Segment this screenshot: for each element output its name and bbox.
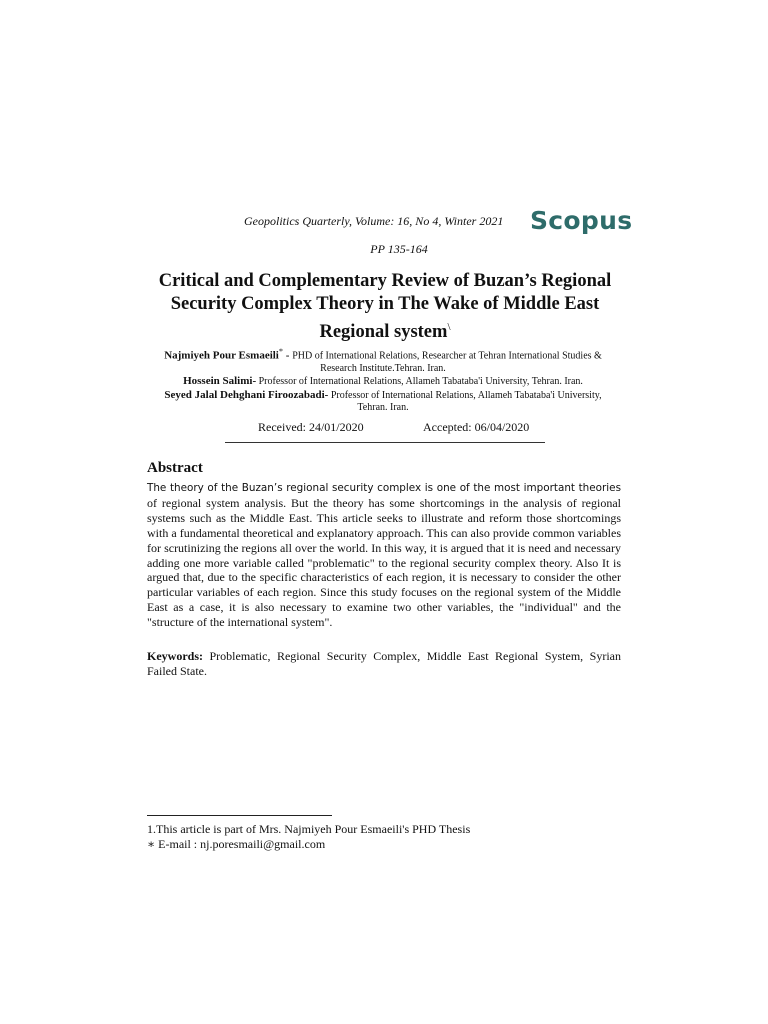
title-line-3-text: Regional system xyxy=(319,322,448,343)
abstract-heading: Abstract xyxy=(147,460,203,476)
dates-divider xyxy=(225,442,545,443)
scopus-logo: Scopus xyxy=(530,206,633,235)
author-3-affiliation: Professor of International Relations, Allameh Tabataba'i University, xyxy=(328,389,602,401)
footnote-1: 1.This article is part of Mrs. Najmiyeh Pour Esmaeili's PHD Thesis xyxy=(147,822,471,836)
author-2 xyxy=(148,375,618,389)
footnote-divider xyxy=(147,815,332,816)
author-3-name: Seyed Jalal Dehghani Firoozabadi- xyxy=(164,388,329,401)
article-title xyxy=(145,270,625,344)
footnote-2: ∗ E-mail : nj.poresmaili@gmail.com xyxy=(147,837,326,851)
abstract-body: of regional system analysis. But the theory has some shortcomings in the analysis of regional systems such as the Middle East. This article seeks to illustrate and reform those shortcomings with a fundamental theoretical and explanatory approach. This can also provide common variables for scrutinizing the regions all over the world. In this way, it is argued that it is need and necessary adding one more variable called "problematic" to the regional security complex theory. Also It is argued that, due to the specific characteristics of each region, it is necessary to consider the other particular variables of each region. Since this study focuses on the regional system of the Middle East as a case, it is also necessary to examine two other variables, the "individual" and the "structure of the international system". xyxy=(147,495,621,630)
author-1-affiliation: PHD of International Relations, Researcher at Tehran International Studies & xyxy=(292,350,602,362)
author-1-mark: * xyxy=(278,347,284,356)
author-2-affiliation: Professor of International Relations, Allameh Tabataba'i University, Tehran. Iran. xyxy=(256,376,583,388)
title-line-3 xyxy=(145,316,625,344)
abstract-text xyxy=(147,480,621,630)
accepted-date: Accepted: 06/04/2020 xyxy=(423,420,530,434)
author-2-name: Hossein Salimi- xyxy=(183,375,257,388)
title-line-2: Security Complex Theory in The Wake of Middle East xyxy=(170,294,600,314)
page-range xyxy=(0,242,768,257)
journal-citation: Geopolitics Quarterly, Volume: 16, No 4, Winter 2021 xyxy=(244,214,504,228)
abstract-first-line: The theory of the Buzan’s regional security complex is one of the most important theories xyxy=(147,482,621,494)
keywords-text: Problematic, Regional Security Complex, Middle East Regional System, Syrian Failed State. xyxy=(147,649,621,678)
received-date: Received: 24/01/2020 xyxy=(258,420,364,434)
keywords-label: Keywords: xyxy=(147,649,203,663)
keywords xyxy=(147,649,621,679)
author-1-sep: - xyxy=(283,349,293,362)
author-3 xyxy=(148,389,618,403)
page-range-text: PP 135-164 xyxy=(370,242,428,256)
author-3-affiliation-cont: Tehran. Iran. xyxy=(357,402,409,414)
author-1-affiliation-cont: Research Institute.Tehran. Iran. xyxy=(320,362,446,374)
title-line-1: Critical and Complementary Review of Buzan’s Regional xyxy=(158,271,612,291)
author-1-name: Najmiyeh Pour Esmaeili xyxy=(164,349,279,362)
author-block xyxy=(148,346,618,415)
author-1 xyxy=(148,346,618,363)
title-footnote-mark: \ xyxy=(447,321,451,333)
